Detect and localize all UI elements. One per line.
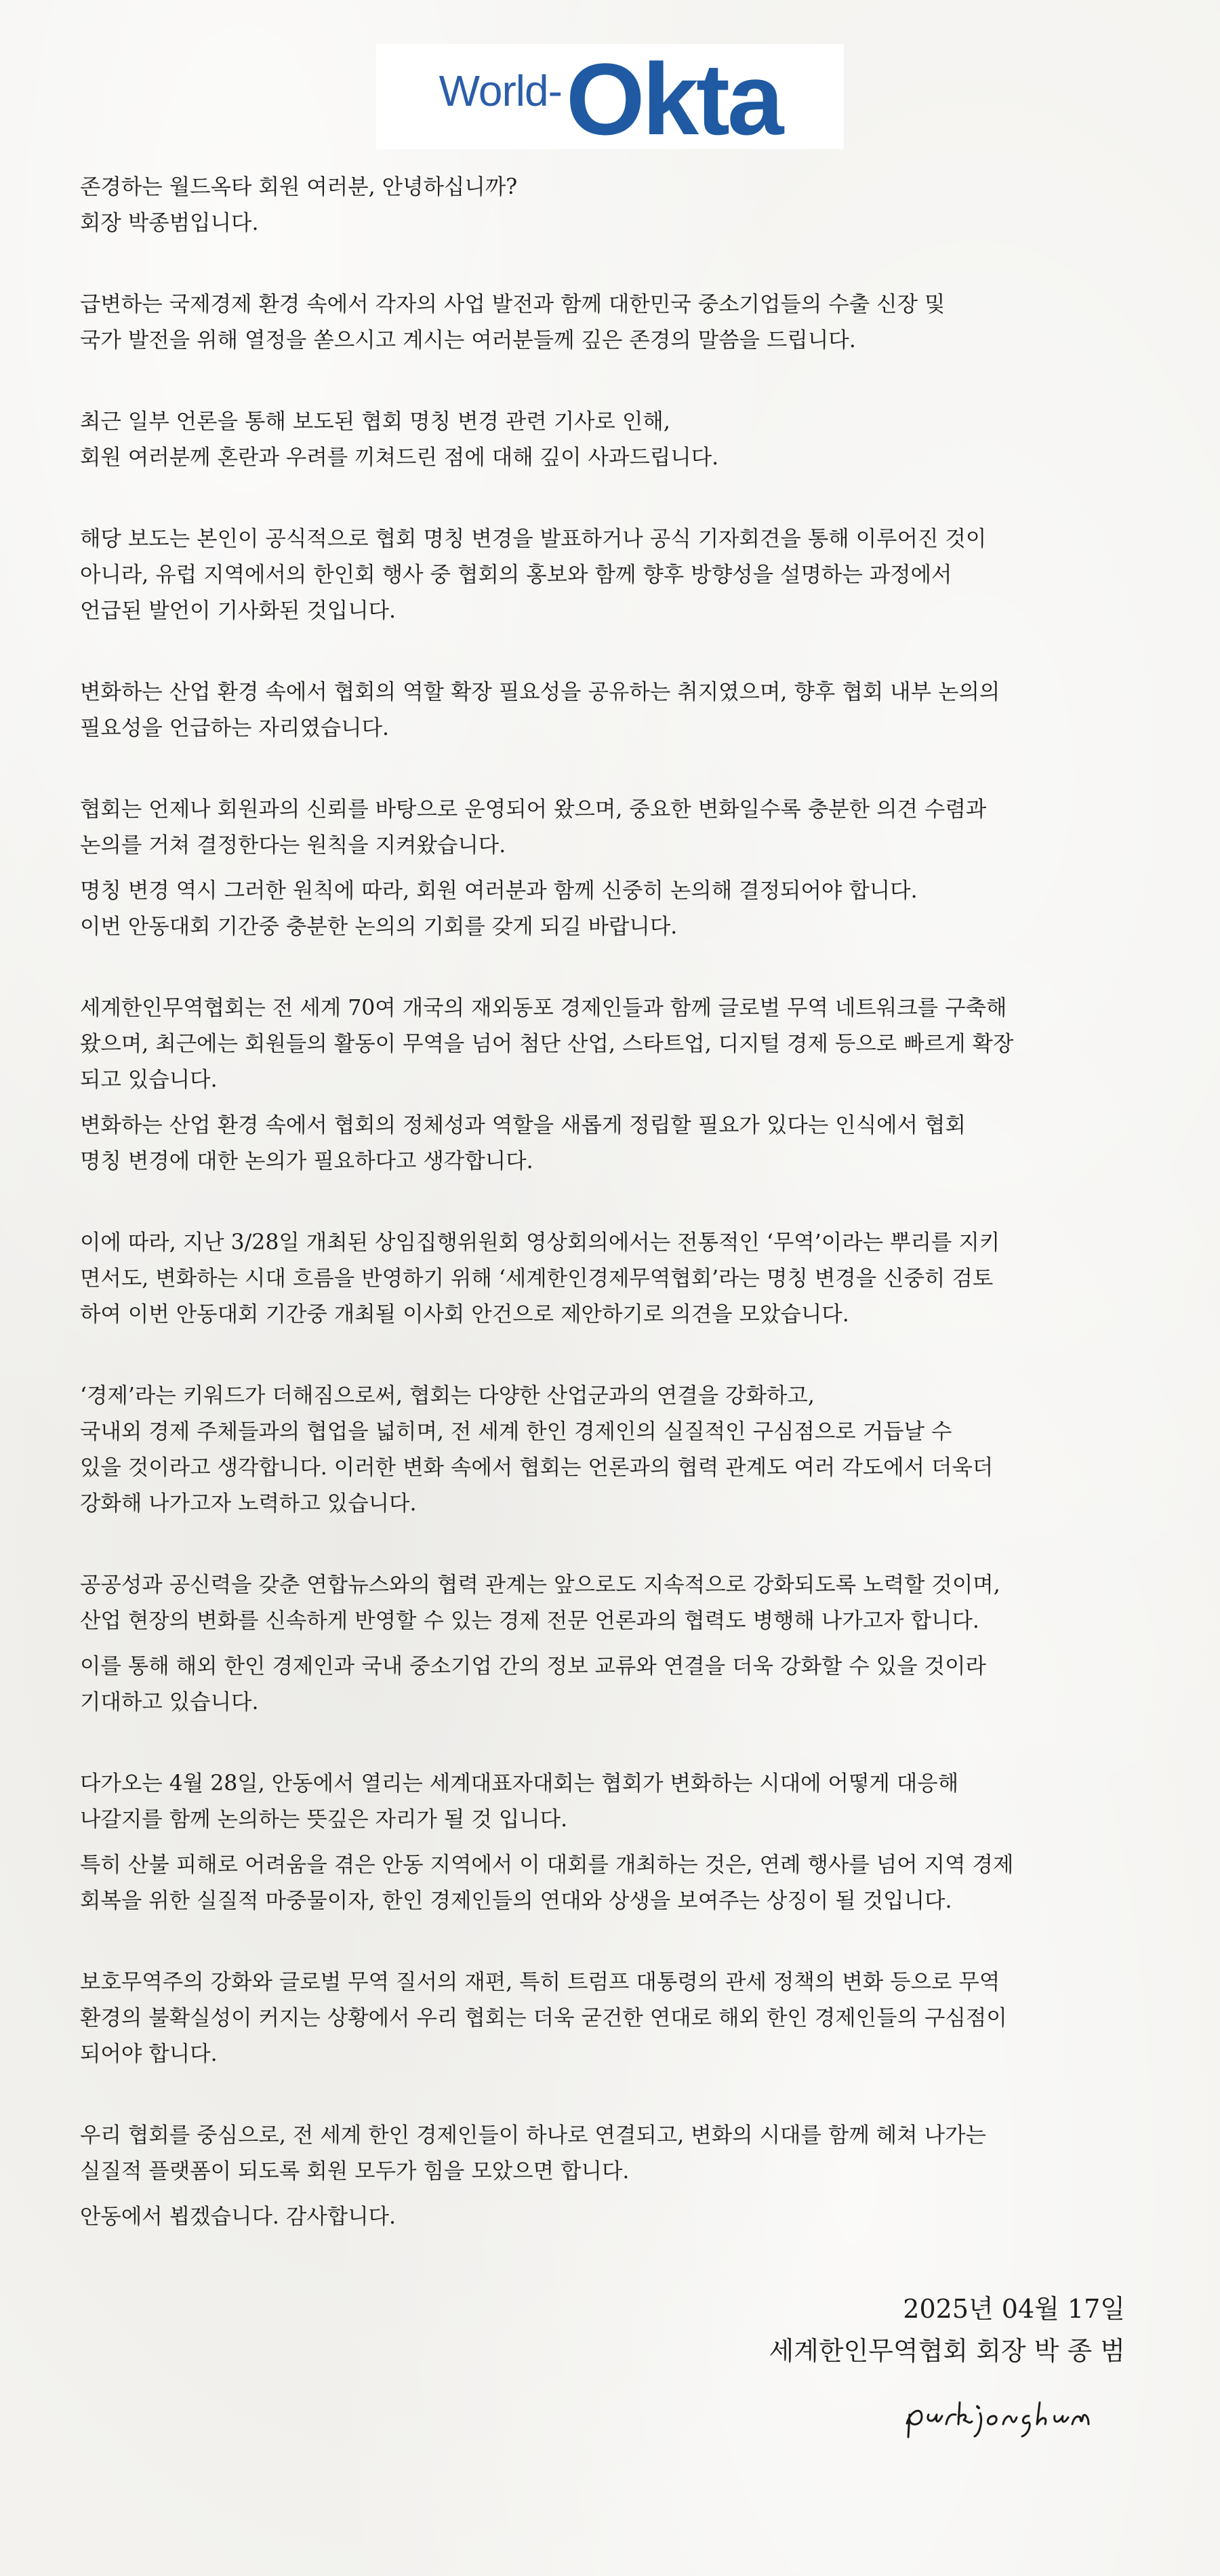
letter-date: 2025년 04월 17일 (903, 2294, 1125, 2324)
paragraph-line: 변화하는 산업 환경 속에서 협회의 역할 확장 필요성을 공유하는 취지였으며, 향후 협회 내부 논의의 (80, 680, 1000, 704)
letter-paragraph (80, 1766, 1144, 1838)
letter-signer: 세계한인무역협회 회장 박 종 범 (769, 2336, 1125, 2366)
paragraph-line: 되어야 합니다. (80, 2042, 218, 2066)
paragraph-line: 이에 따라, 지난 3/28일 개최된 상임집행위원회 영상회의에서는 전통적인 ‘무역’이라는 뿌리를 지키 (80, 1230, 1000, 1255)
letter-paragraph (80, 287, 1144, 359)
paragraph-line: 실질적 플랫폼이 되도록 회원 모두가 힘을 모았으면 합니다. (80, 2159, 630, 2183)
paragraph-line: 협회는 언제나 회원과의 신뢰를 바탕으로 운영되어 왔으며, 중요한 변화일수록 충분한 의견 수렴과 (80, 797, 987, 822)
letter-paragraph (80, 1567, 1144, 1639)
paragraph-line: 최근 일부 언론을 통해 보도된 협회 명칭 변경 관련 기사로 인해, (80, 409, 670, 434)
paragraph-line: 언급된 발언이 기사화된 것입니다. (80, 599, 396, 623)
letter-paragraph (80, 1649, 1144, 1720)
paragraph-line: 논의를 거쳐 결정한다는 원칙을 지켜왔습니다. (80, 833, 506, 858)
paragraph-line: 국가 발전을 위해 열정을 쏟으시고 계시는 여러분들께 깊은 존경의 말씀을 드립니다. (80, 328, 856, 353)
paragraph-line: 있을 것이라고 생각합니다. 이러한 변화 속에서 협회는 언론과의 협력 관계도 여러 각도에서 더욱더 (80, 1455, 994, 1480)
paragraph-line: 명칭 변경에 대한 논의가 필요하다고 생각합니다. (80, 1149, 533, 1173)
paragraph-line: 환경의 불확실성이 커지는 상황에서 우리 협회는 더욱 굳건한 연대로 해외 한인 경제인들의 구심점이 (80, 2006, 1007, 2030)
paragraph-line: 회장 박종범입니다. (80, 211, 259, 235)
paragraph-line: 다가오는 4월 28일, 안동에서 열리는 세계대표자대회는 협회가 변화하는 시대에 어떻게 대응해 (80, 1771, 959, 1796)
paragraph-line: 이를 통해 해외 한인 경제인과 국내 중소기업 간의 정보 교류와 연결을 더욱 강화할 수 있을 것이라 (80, 1654, 986, 1678)
paragraph-line: 명칭 변경 역시 그러한 원칙에 따라, 회원 여러분과 함께 신중히 논의해 결정되어야 합니다. (80, 879, 918, 903)
paragraph-line: 회복을 위한 실질적 마중물이자, 한인 경제인들의 연대와 상생을 보여주는 상징이 될 것입니다. (80, 1889, 952, 1913)
paragraph-line: 되고 있습니다. (80, 1068, 218, 1092)
paragraph-line: 존경하는 월드옥타 회원 여러분, 안녕하십니까? (80, 175, 518, 199)
letter-paragraph (80, 990, 1144, 1098)
letter-closing (769, 2288, 1125, 2372)
paragraph-line: 국내외 경제 주체들과의 협업을 넓히며, 전 세계 한인 경제인의 실질적인 구심점으로 거듭날 수 (80, 1420, 952, 1444)
paragraph-line: 급변하는 국제경제 환경 속에서 각자의 사업 발전과 함께 대한민국 중소기업들의 수출 신장 및 (80, 292, 946, 317)
paragraph-line: 보호무역주의 강화와 글로벌 무역 질서의 재편, 특히 트럼프 대통령의 관세 정책의 변화 등으로 무역 (80, 1970, 1000, 1994)
letter-paragraph (80, 873, 1144, 945)
paragraph-line: 세계한인무역협회는 전 세계 70여 개국의 재외동포 경제인들과 함께 글로벌 무역 네트워크를 구축해 (80, 996, 1007, 1020)
logo-name: Okta (565, 41, 781, 156)
paragraph-line: 공공성과 공신력을 갖춘 연합뉴스와의 협력 관계는 앞으로도 지속적으로 강화되도록 노력할 것이며, (80, 1573, 1000, 1597)
logo-prefix: World- (439, 66, 562, 115)
letter-paragraph (80, 521, 1144, 629)
paragraph-line: 아니라, 유럽 지역에서의 한인회 행사 중 협회의 홍보와 함께 향후 방향성을 설명하는 과정에서 (80, 563, 952, 587)
paragraph-line: 하여 이번 안동대회 기간중 개최될 이사회 안건으로 제안하기로 의견을 모았습니다. (80, 1302, 849, 1327)
paragraph-line: 이번 안동대회 기간중 충분한 논의의 기회를 갖게 되길 바랍니다. (80, 914, 678, 939)
paragraph-line: 기대하고 있습니다. (80, 1690, 259, 1714)
paragraph-line: 나갈지를 함께 논의하는 뜻깊은 자리가 될 것 입니다. (80, 1807, 568, 1832)
letter-paragraph (80, 1847, 1144, 1919)
paragraph-line: 필요성을 언급하는 자리였습니다. (80, 716, 390, 740)
letter-paragraph (80, 1108, 1144, 1180)
paragraph-line: 회원 여러분께 혼란과 우려를 끼쳐드린 점에 대해 깊이 사과드립니다. (80, 445, 719, 470)
letter-body (80, 169, 1144, 2235)
paragraph-line: 특히 산불 피해로 어려움을 겪은 안동 지역에서 이 대회를 개최하는 것은, 연례 행사를 넘어 지역 경제 (80, 1853, 1014, 1877)
paragraph-line: 왔으며, 최근에는 회원들의 활동이 무역을 넘어 첨단 산업, 스타트업, 디지털 경제 등으로 빠르게 확장 (80, 1032, 1014, 1056)
paragraph-line: 해당 보도는 본인이 공식적으로 협회 명칭 변경을 발표하거나 공식 기자회견을 통해 이루어진 것이 (80, 527, 987, 551)
paragraph-line: 산업 현장의 변화를 신속하게 반영할 수 있는 경제 전문 언론과의 협력도 병행해 나가고자 합니다. (80, 1609, 979, 1633)
paragraph-line: 강화해 나가고자 노력하고 있습니다. (80, 1491, 417, 1516)
paragraph-line: ‘경제’라는 키워드가 더해짐으로써, 협회는 다양한 산업군과의 연결을 강화하고, (80, 1384, 815, 1408)
letter-paragraph (80, 169, 1144, 241)
letter-paragraph (80, 2199, 1144, 2235)
letter-paragraph (80, 675, 1144, 746)
paragraph-line: 우리 협회를 중심으로, 전 세계 한인 경제인들이 하나로 연결되고, 변화의 시대를 함께 헤쳐 나가는 (80, 2123, 986, 2148)
paragraph-line: 변화하는 산업 환경 속에서 협회의 정체성과 역할을 새롭게 정립할 필요가 있다는 인식에서 협회 (80, 1113, 966, 1138)
handwritten-signature (901, 2386, 1139, 2440)
letter-paragraph (80, 404, 1144, 476)
letter-paragraph (80, 1225, 1144, 1333)
paragraph-line: 면서도, 변화하는 시대 흐름을 반영하기 위해 ‘세계한인경제무역협회’라는 명칭 변경을 신중히 검토 (80, 1266, 994, 1291)
letter-paragraph (80, 792, 1144, 864)
letter-paragraph (80, 1378, 1144, 1522)
paragraph-line: 안동에서 뵙겠습니다. 감사합니다. (80, 2205, 396, 2229)
letter-paragraph (80, 1965, 1144, 2072)
world-okta-logo (376, 41, 844, 156)
letter-paragraph (80, 2118, 1144, 2190)
